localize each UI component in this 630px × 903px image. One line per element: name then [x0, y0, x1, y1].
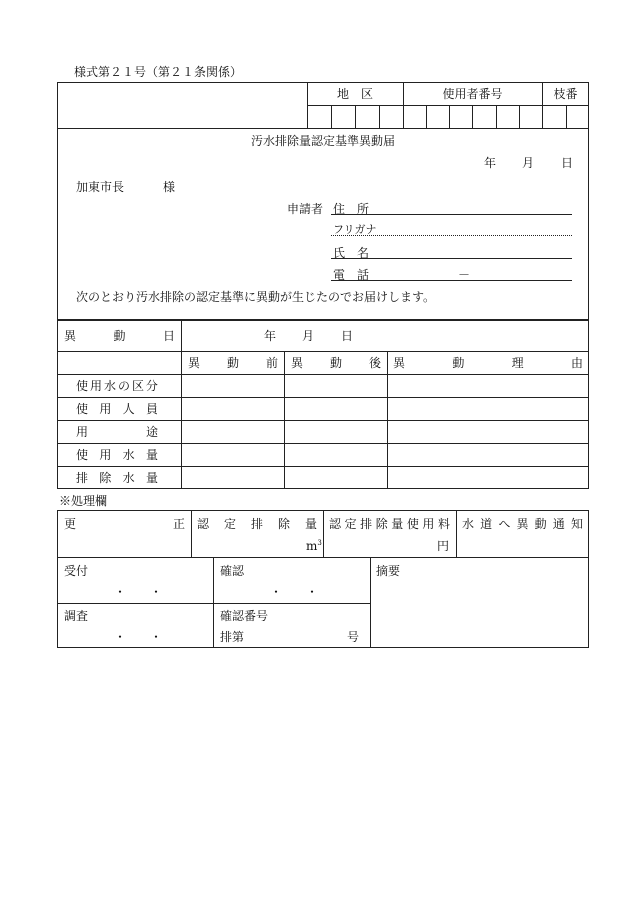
phone-label: 電 話 — [333, 268, 370, 282]
notice-title: 汚水排除量認定基準異動届 — [250, 134, 395, 148]
applicant-label: 申請者 — [287, 202, 324, 216]
honorific: 様 — [163, 180, 176, 194]
address-label: 住 所 — [333, 202, 370, 216]
user-number-label: 使用者番号 — [442, 86, 503, 101]
addressee: 加東市長 — [76, 180, 125, 194]
change-date-day: 日 — [341, 329, 354, 343]
column-before: 異 動 前 — [188, 356, 278, 370]
number-suffix: 号 — [347, 630, 360, 644]
water-notice-label: 水 道 へ 異 動 通 知 — [462, 517, 583, 531]
discharge-prefix: 排第 — [220, 630, 245, 644]
branch-number-cells[interactable] — [543, 106, 588, 127]
change-date-field[interactable] — [182, 321, 588, 350]
column-reason: 異 動 理 由 — [393, 356, 583, 370]
furigana-label: フリガナ — [333, 223, 377, 236]
row-label-water-category: 使 用 水 の 区 分 — [76, 379, 158, 393]
certified-discharge-unit: $m^3$ — [306, 539, 322, 553]
row-label-users: 使 用 人 員 — [76, 402, 158, 416]
phone-dash: － — [458, 268, 471, 282]
district-label: 地 区 — [336, 86, 373, 101]
name-field[interactable] — [331, 258, 572, 259]
date-day-label: 日 — [561, 156, 574, 170]
confirmation-label: 確認 — [220, 564, 245, 578]
row-label-water-usage: 使 用 水 量 — [76, 448, 158, 462]
row-label-purpose: 用 途 — [76, 425, 158, 439]
change-date-year: 年 — [264, 329, 277, 343]
revision-label: 更 正 — [64, 517, 185, 531]
certified-fee-unit: 円 — [437, 539, 450, 553]
summary-label: 摘要 — [376, 564, 401, 578]
phone-field[interactable] — [331, 280, 572, 281]
date-year-label: 年 — [484, 156, 497, 170]
furigana-field[interactable] — [331, 235, 572, 236]
branch-label: 枝番 — [553, 86, 578, 101]
processing-caption: ※処理欄 — [59, 494, 108, 508]
reception-dots: ・ ・ — [114, 585, 163, 599]
column-after: 異 動 後 — [291, 356, 381, 370]
body-text: 次のとおり汚水排除の認定基準に異動が生じたのでお届けします。 — [76, 290, 436, 304]
confirmation-number-label: 確認番号 — [220, 609, 269, 623]
confirmation-dots: ・ ・ — [270, 585, 319, 599]
row-label-discharge-volume: 排 除 水 量 — [76, 471, 158, 485]
certified-discharge-label: 認 定 排 除 量 — [197, 517, 317, 531]
name-label: 氏 名 — [333, 246, 370, 260]
form-number: 様式第２１号（第２１条関係） — [74, 65, 243, 79]
address-field[interactable] — [331, 214, 572, 215]
survey-label: 調査 — [64, 609, 89, 623]
change-date-month: 月 — [302, 329, 315, 343]
date-month-label: 月 — [522, 156, 535, 170]
user-number-cells[interactable] — [404, 106, 541, 127]
district-code-cells[interactable] — [308, 106, 402, 127]
change-date-label: 異 動 日 — [64, 329, 175, 343]
survey-dots: ・ ・ — [114, 630, 163, 644]
reception-label: 受付 — [64, 564, 89, 578]
certified-fee-label: 認 定 排 除 量 使 用 料 — [329, 517, 450, 531]
